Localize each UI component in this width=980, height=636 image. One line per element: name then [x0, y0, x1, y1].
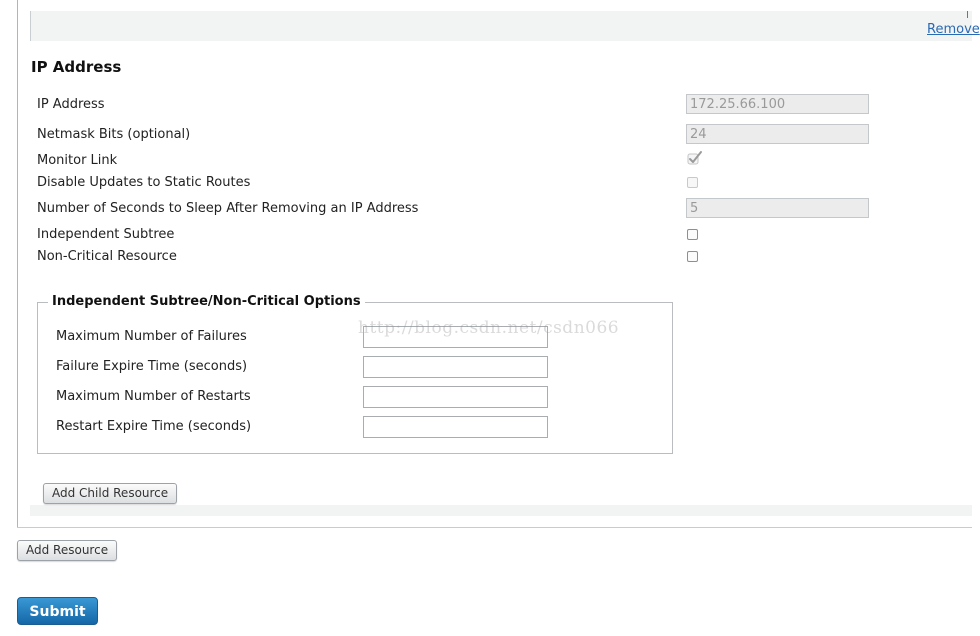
- panel-divider: [30, 11, 31, 41]
- options-legend: Independent Subtree/Non-Critical Options: [48, 294, 365, 309]
- netmask-label: Netmask Bits (optional): [37, 127, 191, 142]
- disable-updates-label: Disable Updates to Static Routes: [37, 175, 251, 190]
- panel-footer-band: [30, 505, 972, 516]
- restart-expire-label: Restart Expire Time (seconds): [56, 419, 252, 434]
- submit-button[interactable]: Submit: [17, 597, 98, 625]
- sleep-seconds-label: Number of Seconds to Sleep After Removing an IP Address: [37, 201, 419, 216]
- independent-subtree-label: Independent Subtree: [37, 227, 175, 242]
- failure-expire-input[interactable]: [363, 356, 548, 378]
- remove-link[interactable]: Remove: [927, 22, 980, 37]
- add-resource-button[interactable]: Add Resource: [17, 540, 117, 561]
- independent-subtree-checkbox[interactable]: [687, 229, 698, 240]
- ip-address-input[interactable]: [686, 94, 869, 114]
- netmask-input[interactable]: [686, 124, 869, 144]
- monitor-link-checkbox[interactable]: [687, 150, 703, 166]
- disable-updates-checkbox[interactable]: [687, 177, 698, 188]
- section-title: IP Address: [31, 58, 122, 76]
- failure-expire-label: Failure Expire Time (seconds): [56, 359, 248, 374]
- resource-frame-border: [17, 0, 18, 528]
- previous-resource-panel: [30, 11, 972, 41]
- sleep-seconds-input[interactable]: [686, 198, 869, 218]
- max-restarts-label: Maximum Number of Restarts: [56, 389, 251, 404]
- monitor-link-label: Monitor Link: [37, 153, 118, 168]
- add-child-resource-button[interactable]: Add Child Resource: [43, 483, 177, 504]
- non-critical-checkbox[interactable]: [687, 251, 698, 262]
- max-failures-label: Maximum Number of Failures: [56, 329, 247, 344]
- max-restarts-input[interactable]: [363, 386, 548, 408]
- non-critical-label: Non-Critical Resource: [37, 249, 177, 264]
- ip-address-label: IP Address: [37, 97, 105, 112]
- panel-marker: [967, 11, 968, 18]
- watermark: http://blog.csdn.net/csdn066: [358, 318, 620, 338]
- resource-frame-bottom: [17, 527, 972, 528]
- restart-expire-input[interactable]: [363, 416, 548, 438]
